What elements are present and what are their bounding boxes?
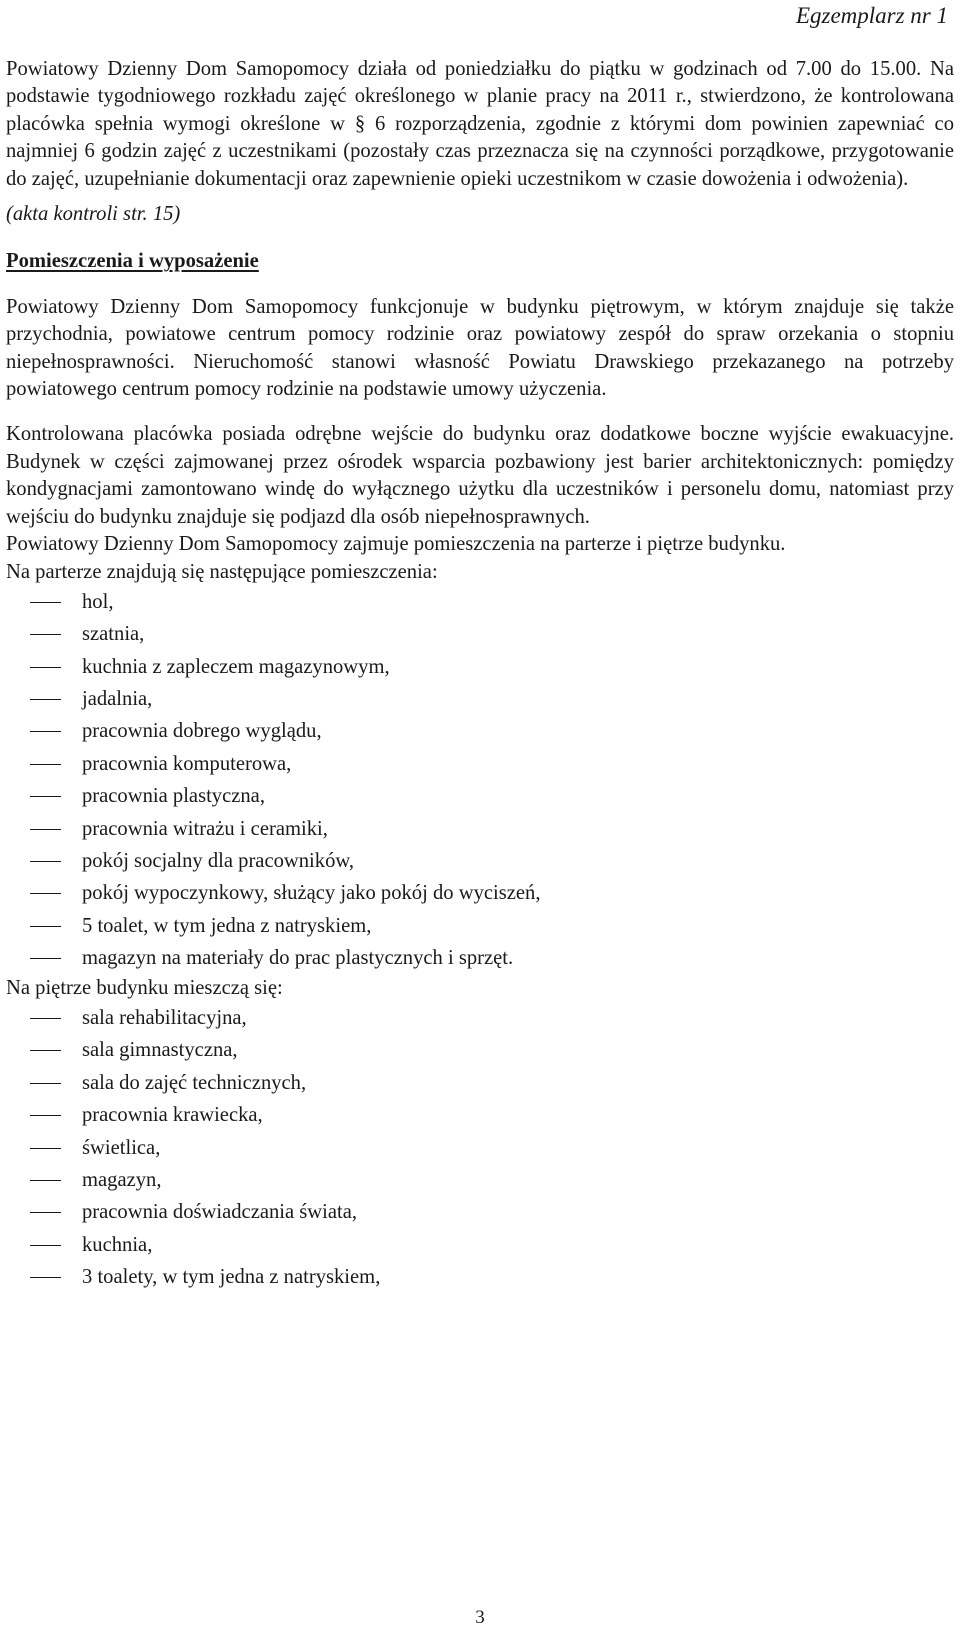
- list-item-label: pracownia dobrego wyglądu,: [82, 720, 322, 743]
- list-item-label: pokój wypoczynkowy, służący jako pokój do wyciszeń,: [82, 882, 541, 905]
- ground-floor-intro: Na parterze znajdują się następujące pomieszczenia:: [6, 560, 438, 583]
- first-floor-intro: Na piętrze budynku mieszczą się:: [6, 976, 283, 999]
- list-item: [6, 1099, 954, 1131]
- section-heading-wrapper: [6, 248, 954, 275]
- dash-bullet-icon: [30, 1277, 61, 1278]
- dash-bullet-icon: [30, 829, 61, 830]
- list-item: [6, 1229, 954, 1261]
- dash-bullet-icon: [30, 893, 61, 894]
- dash-bullet-icon: [30, 1148, 61, 1149]
- copy-number-note: Egzemplarz nr 1: [795, 3, 948, 28]
- dash-bullet-icon: [30, 1018, 61, 1019]
- list-item: [6, 1196, 954, 1228]
- list-item: [6, 910, 954, 942]
- list-item: [6, 1261, 954, 1293]
- document-body: [6, 56, 954, 1294]
- page-number: 3: [475, 1607, 485, 1628]
- paragraph-floors: Powiatowy Dzienny Dom Samopomocy zajmuje pomieszczenia na parterze i piętrze budynku.: [6, 533, 786, 556]
- dash-bullet-icon: [30, 861, 61, 862]
- list-item-label: hol,: [82, 590, 114, 613]
- dash-bullet-icon: [30, 926, 61, 927]
- list-item-label: kuchnia z zapleczem magazynowym,: [82, 655, 390, 678]
- dash-bullet-icon: [30, 796, 61, 797]
- list-item-label: pracownia krawiecka,: [82, 1104, 263, 1127]
- list-item: [6, 586, 954, 618]
- list-item-label: magazyn na materiały do prac plastycznych i sprzęt.: [82, 947, 514, 970]
- list-item: [6, 780, 954, 812]
- list-item-label: 3 toalety, w tym jedna z natryskiem,: [82, 1266, 381, 1289]
- list-item: [6, 813, 954, 845]
- list-item: [6, 942, 954, 974]
- list-item-label: sala rehabilitacyjna,: [82, 1007, 247, 1029]
- dash-bullet-icon: [30, 958, 61, 959]
- list-item-label: pracownia plastyczna,: [82, 785, 265, 808]
- list-item: [6, 748, 954, 780]
- list-item: [6, 1002, 954, 1034]
- list-item-label: pracownia komputerowa,: [82, 752, 292, 775]
- paragraph-building: Powiatowy Dzienny Dom Samopomocy funkcjonuje w budynku piętrowym, w którym znajduje się także przychodnia, powiatowe centrum pomocy rodzinie oraz powiatowy zespół do spraw orzekania o stopniu niepełnosprawności. Nieruchomość stanowi własność Powiatu Drawskiego przekazanego na potrzeby powiatowego centrum pomocy rodzinie na podstawie umowy użyczenia.: [6, 295, 954, 401]
- section-heading: Pomieszczenia i wyposażenie: [6, 250, 259, 273]
- list-item: [6, 1034, 954, 1066]
- dash-bullet-icon: [30, 1180, 61, 1181]
- reference-note: (akta kontroli str. 15): [6, 203, 181, 226]
- dash-bullet-icon: [30, 1245, 61, 1246]
- dash-bullet-icon: [30, 731, 61, 732]
- list-item-label: pracownia witrażu i ceramiki,: [82, 817, 328, 840]
- intro-paragraph: Powiatowy Dzienny Dom Samopomocy działa od poniedziałku do piątku w godzinach od 7.00 do 15.00. Na podstawie tygodniowego rozkładu zajęć określonego w planie pracy na 2011 r., stwierdzono, że kontrolowana placówka spełnia wymogi określone w § 6 rozporządzenia, zgodnie z którymi dom powinien zapewniać co najmniej 6 godzin zajęć z uczestnikami (pozostały czas przeznacza się na czynności porządkowe, przygotowanie do zajęć, uzupełnianie dokumentacji oraz zapewnienie opieki uczestnikom w czasie dowożenia i odwożenia).: [6, 58, 954, 190]
- dash-bullet-icon: [30, 699, 61, 700]
- ground-floor-room-list: [6, 586, 954, 975]
- dash-bullet-icon: [30, 634, 61, 635]
- list-item-label: magazyn,: [82, 1168, 162, 1191]
- list-item: [6, 1067, 954, 1099]
- dash-bullet-icon: [30, 667, 61, 668]
- dash-bullet-icon: [30, 1050, 61, 1051]
- dash-bullet-icon: [30, 1212, 61, 1213]
- dash-bullet-icon: [30, 602, 61, 603]
- list-item: [6, 683, 954, 715]
- list-item-label: sala do zajęć technicznych,: [82, 1071, 307, 1094]
- dash-bullet-icon: [30, 1083, 61, 1084]
- list-item: [6, 618, 954, 650]
- dash-bullet-icon: [30, 764, 61, 765]
- list-item: [6, 845, 954, 877]
- list-item: [6, 877, 954, 909]
- list-item-label: szatnia,: [82, 623, 145, 646]
- list-item-label: świetlica,: [82, 1136, 161, 1159]
- list-item: [6, 651, 954, 683]
- list-item: [6, 1132, 954, 1164]
- list-item-label: sala gimnastyczna,: [82, 1039, 238, 1062]
- first-floor-room-list: [6, 1002, 954, 1294]
- document-page: [6, 0, 954, 1640]
- list-item-label: pracownia doświadczania świata,: [82, 1201, 358, 1224]
- list-item-label: 5 toalet, w tym jedna z natryskiem,: [82, 914, 372, 937]
- list-item: [6, 715, 954, 747]
- dash-bullet-icon: [30, 1115, 61, 1116]
- list-item: [6, 1164, 954, 1196]
- list-item-label: pokój socjalny dla pracowników,: [82, 850, 355, 873]
- list-item-label: kuchnia,: [82, 1233, 153, 1256]
- paragraph-access: Kontrolowana placówka posiada odrębne wejście do budynku oraz dodatkowe boczne wyjście ewakuacyjne. Budynek w części zajmowanej przez ośrodek wsparcia pozbawiony jest barier architektonicznych: pomiędzy kondygnacjami zamontowano windę do wyłącznego użytku dla uczestników i personelu domu, natomiast przy wejściu do budynku znajduje się podjazd dla osób niepełnosprawnych.: [6, 423, 954, 528]
- list-item-label: jadalnia,: [82, 688, 153, 711]
